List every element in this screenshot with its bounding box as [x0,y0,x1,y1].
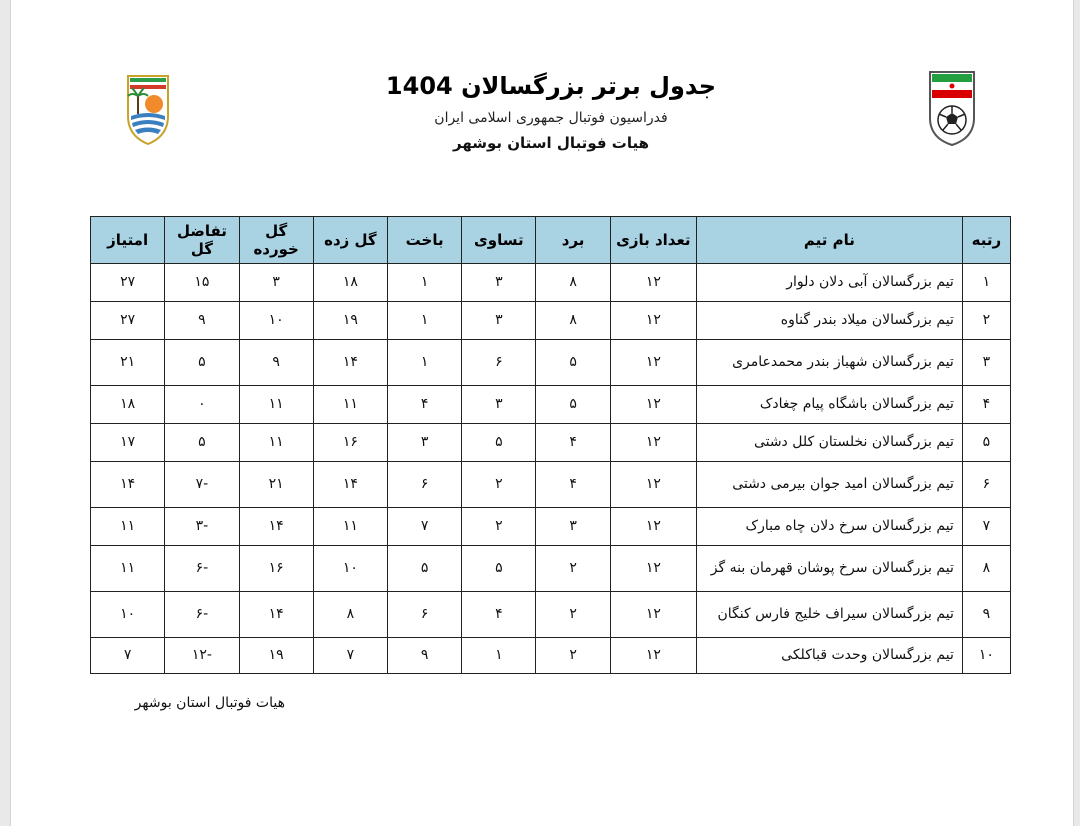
table-row [91,340,1011,386]
cell-goals-for: ۱۴ [313,462,387,508]
standings-table [90,216,1011,674]
cell-drawn: ۳ [462,302,536,340]
cell-lost: ۹ [388,638,462,674]
cell-rank: ۸ [962,546,1010,592]
cell-played: ۱۲ [610,462,696,508]
col-header-points: امتیاز [91,217,165,264]
cell-rank: ۶ [962,462,1010,508]
col-header-played: تعداد بازی [610,217,696,264]
table-row [91,462,1011,508]
cell-lost: ۴ [388,386,462,424]
cell-drawn: ۲ [462,462,536,508]
cell-team: تیم بزرگسالان میلاد بندر گناوه [696,302,962,340]
cell-played: ۱۲ [610,546,696,592]
cell-won: ۲ [536,546,610,592]
cell-goals-for: ۱۸ [313,264,387,302]
cell-points: ۲۷ [91,264,165,302]
cell-goal-difference: -۶ [165,546,239,592]
cell-played: ۱۲ [610,340,696,386]
cell-lost: ۷ [388,508,462,546]
iran-federation-logo-icon [927,68,977,146]
cell-team: تیم بزرگسالان شهباز بندر محمدعامری [696,340,962,386]
cell-goals-for: ۱۱ [313,508,387,546]
cell-points: ۲۷ [91,302,165,340]
cell-points: ۱۸ [91,386,165,424]
col-header-goal-difference: تفاضل گل [165,217,239,264]
cell-goals-against: ۱۰ [239,302,313,340]
cell-rank: ۱۰ [962,638,1010,674]
cell-won: ۸ [536,302,610,340]
cell-played: ۱۲ [610,508,696,546]
cell-points: ۷ [91,638,165,674]
cell-team: تیم بزرگسالان آبی دلان دلوار [696,264,962,302]
cell-goals-against: ۱۴ [239,508,313,546]
cell-drawn: ۵ [462,546,536,592]
cell-lost: ۶ [388,592,462,638]
cell-goals-for: ۱۰ [313,546,387,592]
cell-goals-for: ۱۹ [313,302,387,340]
footer-caption: هیات فوتبال استان بوشهر [134,695,285,711]
cell-goal-difference: ۹ [165,302,239,340]
document-page [10,0,1074,826]
cell-goals-for: ۱۶ [313,424,387,462]
cell-played: ۱۲ [610,264,696,302]
cell-won: ۸ [536,264,610,302]
cell-drawn: ۲ [462,508,536,546]
cell-drawn: ۴ [462,592,536,638]
cell-won: ۲ [536,638,610,674]
cell-team: تیم بزرگسالان امید جوان بیرمی دشتی [696,462,962,508]
cell-goal-difference: -۱۲ [165,638,239,674]
cell-won: ۳ [536,508,610,546]
cell-points: ۱۰ [91,592,165,638]
cell-points: ۲۱ [91,340,165,386]
cell-played: ۱۲ [610,638,696,674]
bushehr-board-logo-icon [124,70,172,146]
cell-goals-against: ۹ [239,340,313,386]
cell-goal-difference: ۱۵ [165,264,239,302]
cell-points: ۱۱ [91,546,165,592]
cell-goal-difference: ۰ [165,386,239,424]
cell-drawn: ۳ [462,264,536,302]
col-header-drawn: تساوی [462,217,536,264]
cell-goals-against: ۱۱ [239,424,313,462]
col-header-goals-for: گل زده [313,217,387,264]
cell-won: ۵ [536,340,610,386]
cell-drawn: ۳ [462,386,536,424]
col-header-lost: باخت [388,217,462,264]
cell-rank: ۴ [962,386,1010,424]
table-row [91,508,1011,546]
table-row [91,386,1011,424]
col-header-goals-against: گل خورده [239,217,313,264]
cell-goals-for: ۱۴ [313,340,387,386]
cell-rank: ۹ [962,592,1010,638]
table-header-row [91,217,1011,264]
cell-points: ۱۷ [91,424,165,462]
cell-goal-difference: -۷ [165,462,239,508]
cell-points: ۱۴ [91,462,165,508]
table-row [91,264,1011,302]
cell-played: ۱۲ [610,592,696,638]
cell-won: ۲ [536,592,610,638]
cell-rank: ۲ [962,302,1010,340]
table-row [91,546,1011,592]
cell-goals-against: ۱۱ [239,386,313,424]
cell-lost: ۵ [388,546,462,592]
cell-played: ۱۲ [610,424,696,462]
cell-team: تیم بزرگسالان وحدت قباکلکی [696,638,962,674]
table-row [91,592,1011,638]
cell-lost: ۳ [388,424,462,462]
col-header-won: برد [536,217,610,264]
cell-goal-difference: -۳ [165,508,239,546]
table-row [91,424,1011,462]
cell-goals-for: ۸ [313,592,387,638]
col-header-team: نام تیم [696,217,962,264]
cell-team: تیم بزرگسالان سیراف خلیج فارس کنگان [696,592,962,638]
cell-lost: ۶ [388,462,462,508]
cell-played: ۱۲ [610,302,696,340]
cell-won: ۴ [536,424,610,462]
cell-won: ۵ [536,386,610,424]
cell-goal-difference: -۶ [165,592,239,638]
cell-drawn: ۱ [462,638,536,674]
cell-goals-against: ۱۹ [239,638,313,674]
table-row [91,638,1011,674]
cell-drawn: ۵ [462,424,536,462]
cell-goal-difference: ۵ [165,340,239,386]
cell-goals-against: ۳ [239,264,313,302]
cell-won: ۴ [536,462,610,508]
cell-goals-against: ۱۴ [239,592,313,638]
cell-lost: ۱ [388,264,462,302]
col-header-rank: رتبه [962,217,1010,264]
cell-team: تیم بزرگسالان نخلستان کلل دشتی [696,424,962,462]
cell-rank: ۳ [962,340,1010,386]
page-title: جدول برتر بزرگسالان 1404 [385,72,717,100]
cell-goals-against: ۲۱ [239,462,313,508]
cell-rank: ۷ [962,508,1010,546]
cell-goal-difference: ۵ [165,424,239,462]
cell-team: تیم بزرگسالان سرخ پوشان قهرمان بنه گز [696,546,962,592]
cell-team: تیم بزرگسالان سرخ دلان چاه مبارک [696,508,962,546]
table-row [91,302,1011,340]
cell-lost: ۱ [388,302,462,340]
cell-lost: ۱ [388,340,462,386]
board-subtitle: هیات فوتبال استان بوشهر [453,134,649,152]
cell-goals-for: ۱۱ [313,386,387,424]
cell-played: ۱۲ [610,386,696,424]
cell-points: ۱۱ [91,508,165,546]
cell-goals-for: ۷ [313,638,387,674]
cell-goals-against: ۱۶ [239,546,313,592]
cell-rank: ۱ [962,264,1010,302]
cell-rank: ۵ [962,424,1010,462]
federation-subtitle: فدراسیون فوتبال جمهوری اسلامی ایران [434,110,668,126]
cell-drawn: ۶ [462,340,536,386]
cell-team: تیم بزرگسالان باشگاه پیام چغادک [696,386,962,424]
